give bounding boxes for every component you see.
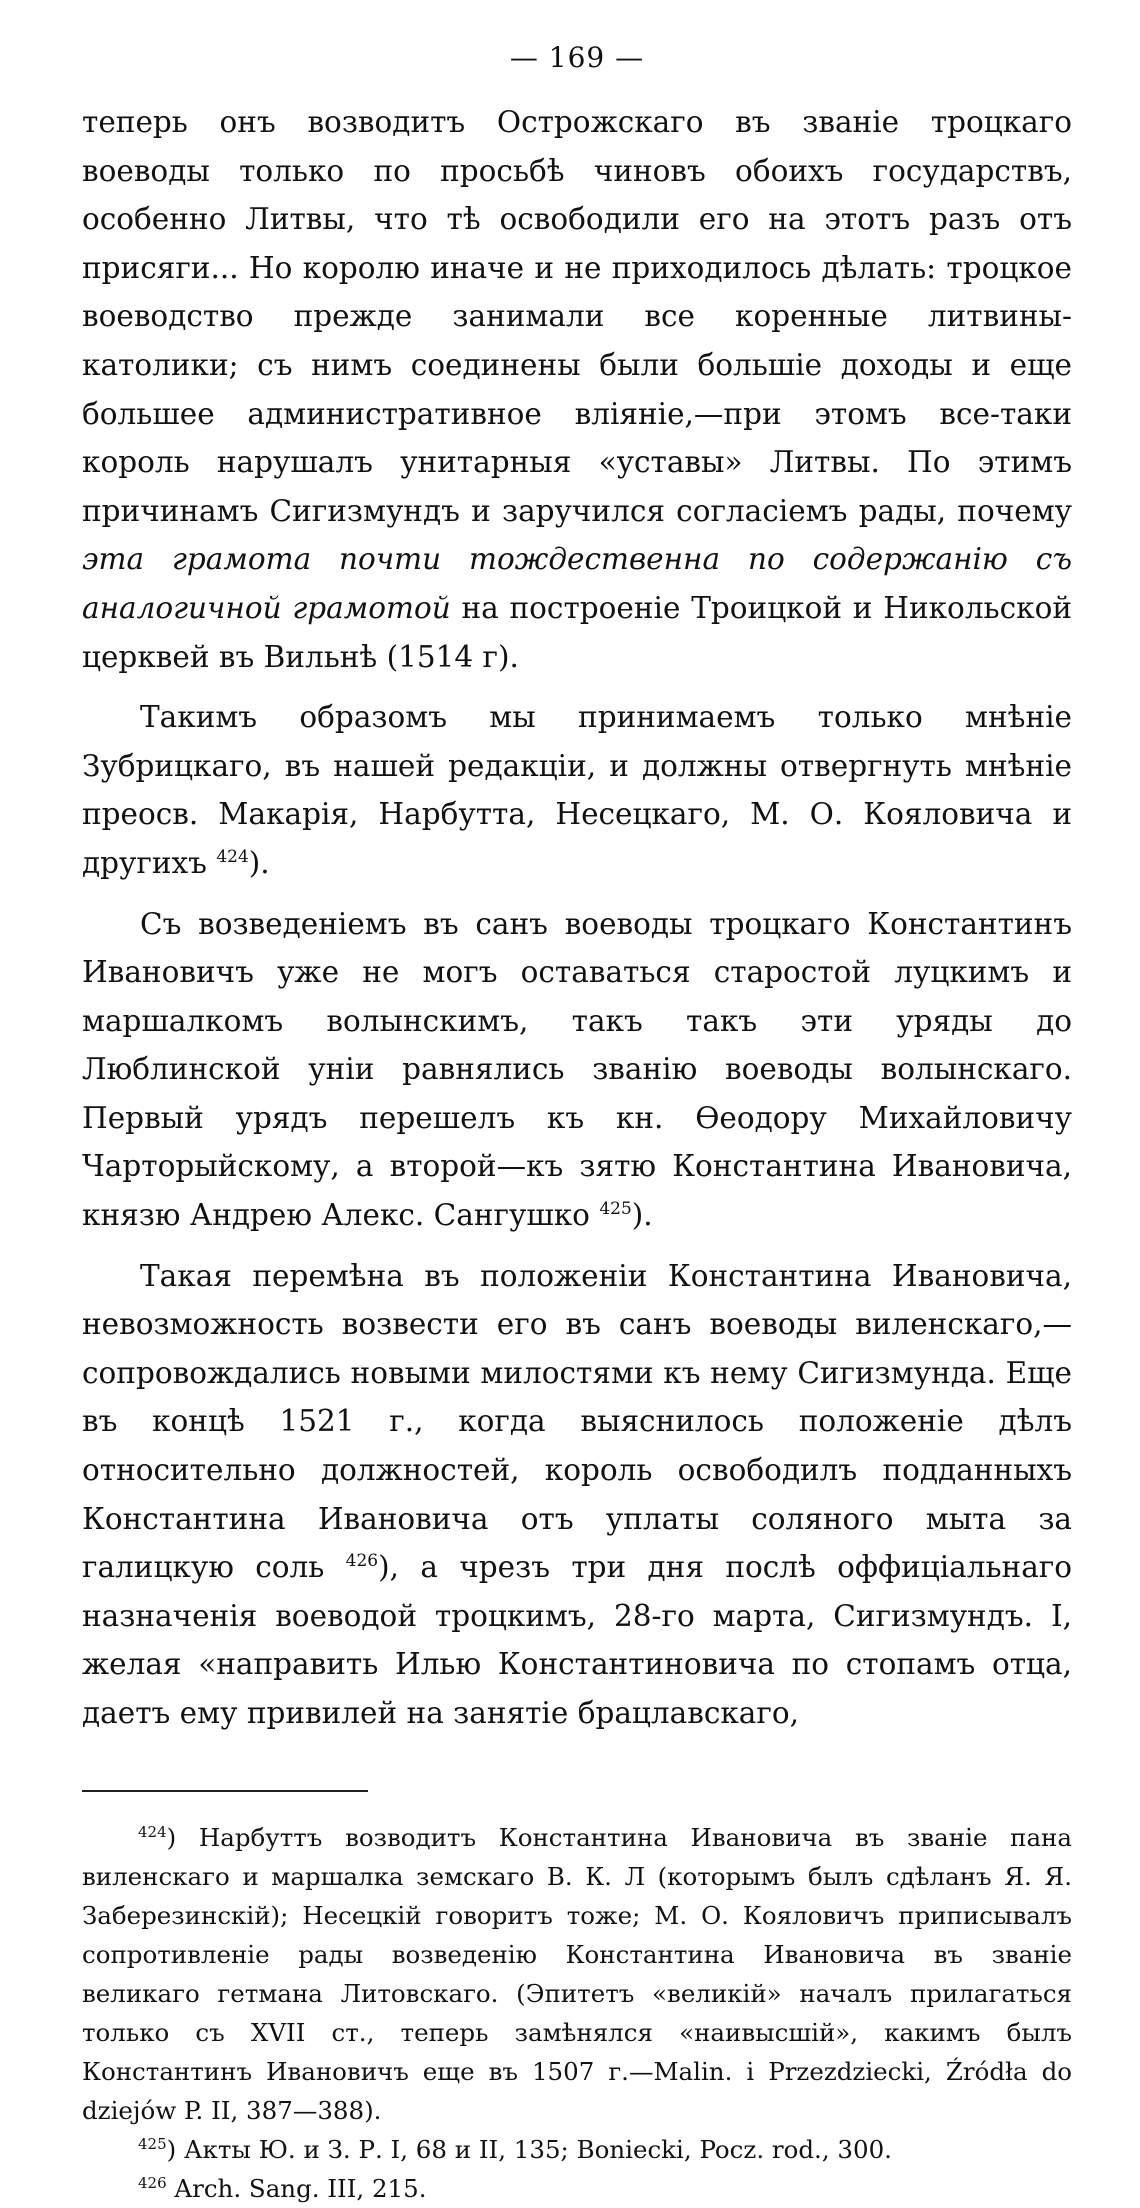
text-run: ), а чрезъ три дня послѣ оффиціальнаго назначенія воеводой троцкимъ, 28-го марта, Сигизмундъ. I, желая «направить Илью Константиновича по стопамъ отца, даетъ ему привилей на занятіе брацлавскаго, (82, 1550, 1072, 1730)
footnote-reference: 426 (345, 1551, 379, 1572)
text-run: ). (631, 1198, 653, 1233)
main-text (82, 98, 1072, 1738)
text-run: Съ возведеніемъ въ санъ воеводы троцкаго Константинъ Ивановичъ уже не могъ оставаться старостой луцкимъ и маршалкомъ волынскимъ, такъ такъ эти уряды до Люблинской уніи равнялись званію воеводы волынскаго. Первый урядъ перешелъ къ кн. Ѳеодору Михайловичу Чарторыйскому, а второй—къ зятю Константина Ивановича, князю Андрею Алекс. Сангушко (82, 906, 1072, 1233)
text-run: на построеніе Троицкой и Никольской церквей въ Вильнѣ (1514 г). (82, 590, 1072, 674)
footnote-reference: 424 (216, 847, 249, 868)
footnote (82, 1818, 1072, 2130)
footnote-mark: 426 (138, 2173, 167, 2192)
footnote-text: ) Нарбуттъ возводитъ Константина Ивановича въ званіе пана виленскаго и маршалка земскаго В. К. Л (которымъ былъ сдѣланъ Я. Я. Заберезинскій); Несецкій говоритъ тоже; М. О. Кояловичъ приписывалъ сопротивленіе рады возведенію Константина Ивановича въ званіе великаго гетмана Литовскаго. (Эпитетъ «великій» началъ прилагаться только съ XVII ст., теперь замѣнялся «наивысшій», какимъ былъ Константинъ Ивановичъ еще въ 1507 г.—Malin. i Przezdziecki, Źródła do dziejów P. II, 387—388). (82, 1822, 1072, 2125)
footnotes (82, 1818, 1072, 2208)
book-page (82, 40, 1072, 2208)
text-run: Такимъ образомъ мы принимаемъ только мнѣніе Зубрицкаго, въ нашей редакціи, и должны отвергнуть мнѣніе преосв. Макарія, Нарбутта, Несецкаго, М. О. Кояловича и другихъ (82, 700, 1072, 880)
page-number: — 169 — (509, 41, 645, 74)
footnote-mark: 425 (138, 2134, 167, 2153)
paragraph (82, 693, 1072, 887)
text-run: ). (248, 845, 270, 880)
footnote-divider (82, 1790, 368, 1792)
footnote-text: Arch. Sang. III, 215. (166, 2173, 427, 2203)
text-run: Такая перемѣна въ положеніи Константина Ивановича, невозможность возвести его въ санъ воеводы виленскаго,—сопровождались новыми милостями къ нему Сигизмунда. Еще въ концѣ 1521 г., когда выяснилось положеніе дѣлъ относительно должностей, король освободилъ подданныхъ Константина Ивановича отъ уплаты соляного мыта за галицкую соль (82, 1258, 1072, 1585)
paragraph (82, 1252, 1072, 1738)
footnote-reference: 425 (599, 1199, 632, 1220)
paragraph (82, 900, 1072, 1240)
paragraph (82, 98, 1072, 681)
footnote-text: ) Акты Ю. и З. Р. I, 68 и II, 135; Boniecki, Pocz. rod., 300. (166, 2134, 892, 2164)
italic-text: эта грамота почти тождественна по содержанію съ аналогичной грамотой (82, 542, 1072, 625)
footnote-mark: 424 (138, 1822, 167, 1841)
footnote (82, 2130, 1072, 2169)
text-run: теперь онъ возводитъ Острожскаго въ званіе троцкаго воеводы только по просьбѣ чиновъ обоихъ государствъ, особенно Литвы, что тѣ освободили его на этотъ разъ отъ присяги... Но королю иначе и не приходилось дѣлать: троцкое воеводство прежде занимали все коренные литвины-католики; съ нимъ соединены были большіе доходы и еще большее административное вліяніе,—при этомъ все-таки король нарушалъ унитарныя «уставы» Литвы. По этимъ причинамъ Сигизмундъ и заручился согласіемъ рады, почему (82, 105, 1072, 528)
footnote (82, 2169, 1072, 2208)
